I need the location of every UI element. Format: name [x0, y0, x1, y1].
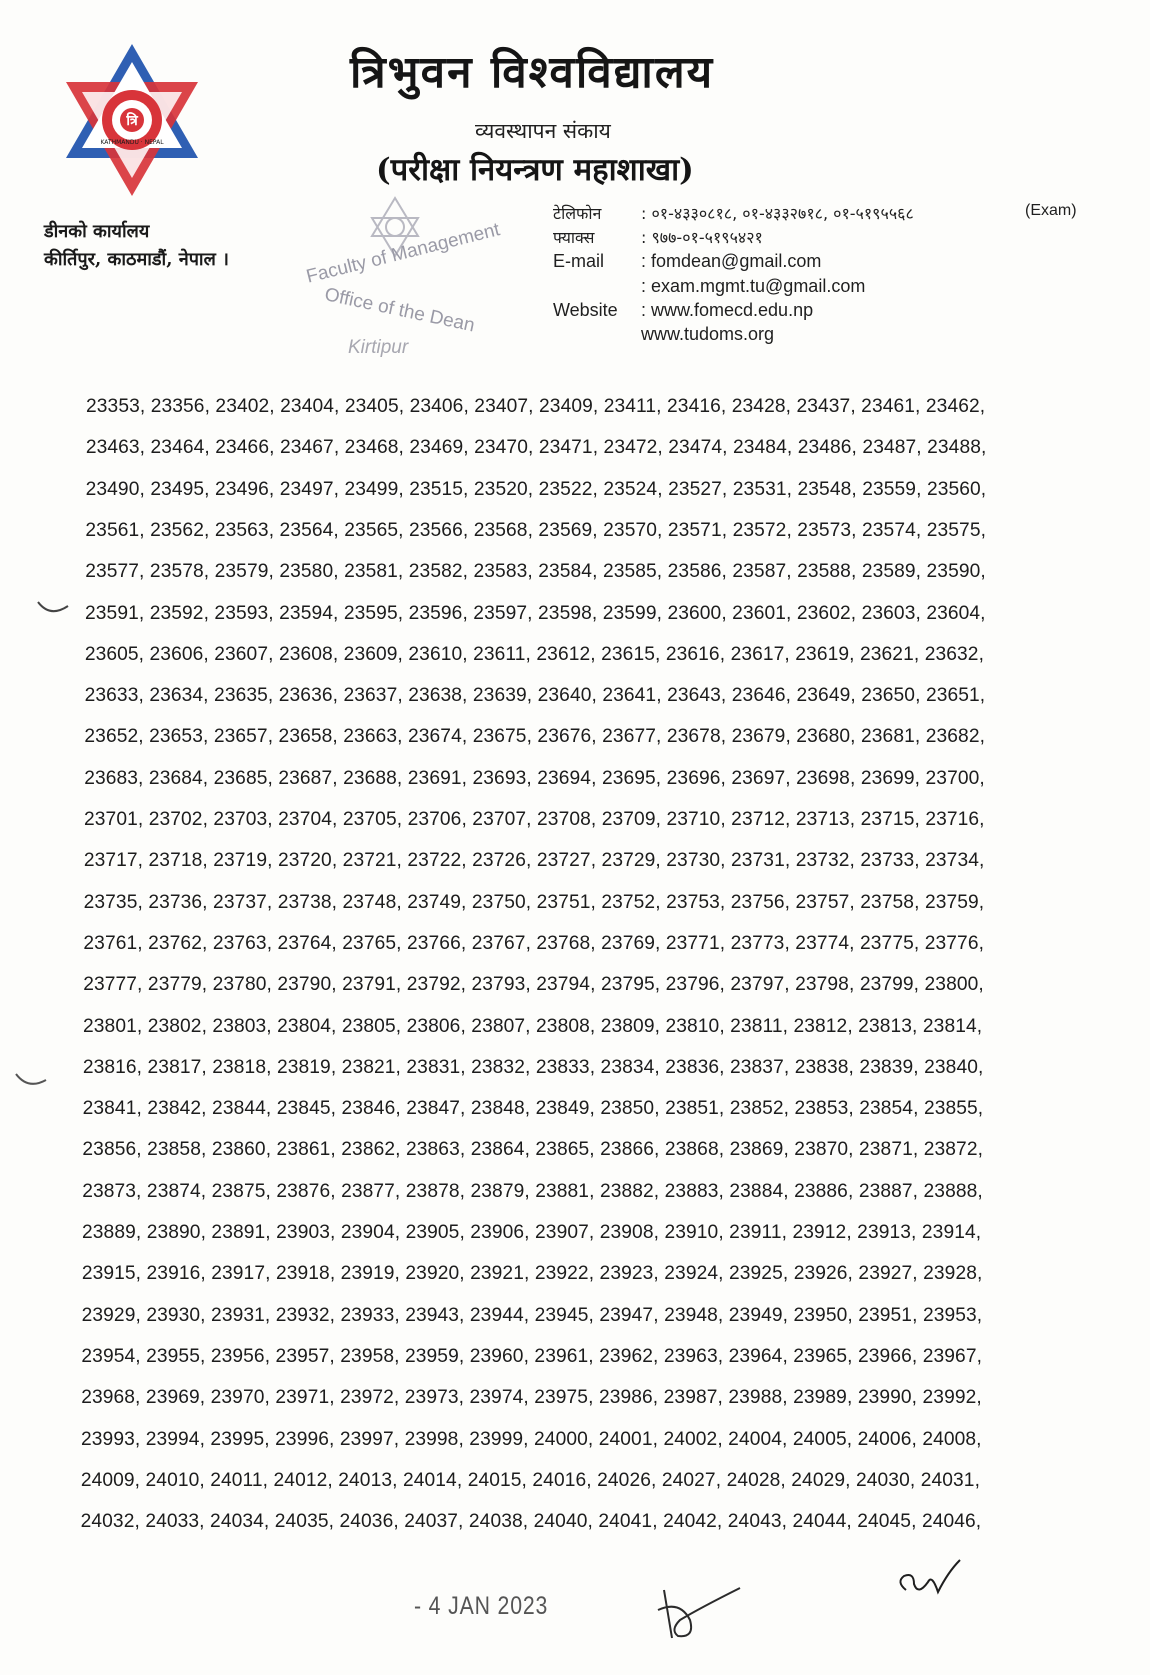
- dean-office-stamp: [300, 188, 530, 383]
- number-row: 23993, 23994, 23995, 23996, 23997, 23998, 23999, 24000, 24001, 24002, 24004, 24005, 24006, 24008,: [81, 1428, 982, 1450]
- number-row: 23777, 23779, 23780, 23790, 23791, 23792, 23793, 23794, 23795, 23796, 23797, 23798, 23799, 23800,: [83, 974, 984, 996]
- contact-label: Website: [553, 300, 618, 320]
- number-row: 23856, 23858, 23860, 23861, 23862, 23863, 23864, 23865, 23866, 23868, 23869, 23870, 23871, 23872,: [82, 1139, 984, 1161]
- stamp-line-3: Kirtipur: [348, 337, 409, 358]
- number-row: 23889, 23890, 23891, 23903, 23904, 23905, 23906, 23907, 23908, 23910, 23911, 23912, 23913, 23914,: [82, 1222, 982, 1243]
- number-row: 24009, 24010, 24011, 24012, 24013, 24014, 24015, 24016, 24026, 24027, 24028, 24029, 24030, 24031,: [80, 1469, 981, 1491]
- contact-value: : fomdean@gmail.com: [641, 251, 822, 271]
- contact-value: : ९७७-०१-५१९५४२१: [641, 228, 763, 247]
- punch-hole-mark: [14, 1070, 50, 1092]
- number-row: 23577, 23578, 23579, 23580, 23581, 23582, 23583, 23584, 23585, 23586, 23587, 23588, 23589, 23590,: [85, 561, 986, 583]
- stamp-line-2: Office of the Dean: [322, 284, 477, 337]
- faculty-name: व्यवस्थापन संकाय: [475, 119, 611, 143]
- contact-value: : www.fomecd.edu.np: [641, 300, 814, 320]
- number-row: 23561, 23562, 23563, 23564, 23565, 23566, 23568, 23569, 23570, 23571, 23572, 23573, 23574, 23575,: [85, 519, 987, 541]
- office-line-1: डीनको कार्यालय: [44, 221, 150, 242]
- number-row: 23591, 23592, 23593, 23594, 23595, 23596, 23597, 23598, 23599, 23600, 23601, 23602, 23603, 23604,: [85, 602, 986, 624]
- number-row: 23801, 23802, 23803, 23804, 23805, 23806, 23807, 23808, 23809, 23810, 23811, 23812, 23813, 23814,: [83, 1015, 983, 1037]
- number-row: 23761, 23762, 23763, 23764, 23765, 23766, 23767, 23768, 23769, 23771, 23773, 23774, 23775, 23776,: [83, 932, 985, 954]
- signature-1: [650, 1580, 750, 1650]
- contact-value: : ०१-४३३०८१८, ०१-४३३२७१८, ०१-५१९५५६८: [641, 204, 914, 223]
- number-row: 23652, 23653, 23657, 23658, 23663, 23674, 23675, 23676, 23677, 23678, 23679, 23680, 23681, 23682,: [84, 726, 986, 748]
- contact-suffix: (Exam): [1025, 202, 1077, 219]
- svg-text:त्रि: त्रि: [126, 113, 138, 129]
- number-row: 23954, 23955, 23956, 23957, 23958, 23959, 23960, 23961, 23962, 23963, 23964, 23965, 23966, 23967,: [81, 1345, 983, 1367]
- punch-hole-mark: [34, 598, 74, 620]
- number-row: 23701, 23702, 23703, 23704, 23705, 23706, 23707, 23708, 23709, 23710, 23712, 23713, 23715, 23716,: [84, 809, 985, 830]
- division-name: (परीक्षा नियन्त्रण महाशाखा): [376, 152, 694, 188]
- number-row: 23915, 23916, 23917, 23918, 23919, 23920, 23921, 23922, 23923, 23924, 23925, 23926, 23927, 23928,: [81, 1263, 983, 1285]
- number-row: 23717, 23718, 23719, 23720, 23721, 23722, 23726, 23727, 23729, 23730, 23731, 23732, 23733, 23734,: [83, 850, 985, 872]
- university-name: त्रिभुवन विश्वविद्यालय: [350, 47, 715, 98]
- number-row: 23353, 23356, 23402, 23404, 23405, 23406, 23407, 23409, 23411, 23416, 23428, 23437, 23461, 23462,: [86, 396, 986, 417]
- number-row: 23463, 23464, 23466, 23467, 23468, 23469, 23470, 23471, 23472, 23474, 23484, 23486, 23487, 23488,: [85, 437, 987, 459]
- date-stamp: - 4 JAN 2023: [414, 1592, 549, 1620]
- contact-label: E-mail: [553, 251, 605, 271]
- contact-value: : exam.mgmt.tu@gmail.com: [641, 276, 866, 296]
- number-row: 23929, 23930, 23931, 23932, 23933, 23943, 23944, 23945, 23947, 23948, 23949, 23950, 23951, 23953,: [81, 1304, 983, 1326]
- signature-2: [888, 1552, 968, 1612]
- contact-label: फ्याक्स: [553, 228, 595, 247]
- number-row: 23490, 23495, 23496, 23497, 23499, 23515, 23520, 23522, 23524, 23527, 23531, 23548, 23559, 23560,: [85, 478, 987, 500]
- number-row: 23683, 23684, 23685, 23687, 23688, 23691, 23693, 23694, 23695, 23696, 23697, 23698, 23699, 23700,: [84, 767, 985, 789]
- number-row: 24032, 24033, 24034, 24035, 24036, 24037, 24038, 24040, 24041, 24042, 24043, 24044, 24045, 24046,: [80, 1511, 982, 1533]
- number-row: 23841, 23842, 23844, 23845, 23846, 23847, 23848, 23849, 23850, 23851, 23852, 23853, 23854, 23855,: [82, 1098, 984, 1120]
- number-row: 23633, 23634, 23635, 23636, 23637, 23638, 23639, 23640, 23641, 23643, 23646, 23649, 23650, 23651,: [84, 685, 986, 707]
- number-row: 23968, 23969, 23970, 23971, 23972, 23973, 23974, 23975, 23986, 23987, 23988, 23989, 23990, 23992,: [81, 1387, 982, 1409]
- number-row: 23816, 23817, 23818, 23819, 23821, 23831, 23832, 23833, 23834, 23836, 23837, 23838, 23839, 23840,: [82, 1056, 984, 1078]
- office-address: [44, 218, 229, 274]
- contact-label: टेलिफोन: [553, 204, 602, 223]
- office-line-2: कीर्तिपुर, काठमाडौं, नेपाल ।: [44, 249, 229, 270]
- number-row: 23873, 23874, 23875, 23876, 23877, 23878, 23879, 23881, 23882, 23883, 23884, 23886, 23887, 23888,: [82, 1180, 983, 1202]
- svg-text:KATHMANDU · NEPAL: KATHMANDU · NEPAL: [100, 139, 164, 146]
- contact-value: www.tudoms.org: [641, 324, 775, 344]
- university-logo: [62, 40, 202, 200]
- number-row: 23605, 23606, 23607, 23608, 23609, 23610, 23611, 23612, 23615, 23616, 23617, 23619, 23621, 23632,: [84, 643, 985, 665]
- number-row: 23735, 23736, 23737, 23738, 23748, 23749, 23750, 23751, 23752, 23753, 23756, 23757, 23758, 23759,: [83, 891, 985, 913]
- stamp-line-1: Faculty of Management: [304, 219, 502, 288]
